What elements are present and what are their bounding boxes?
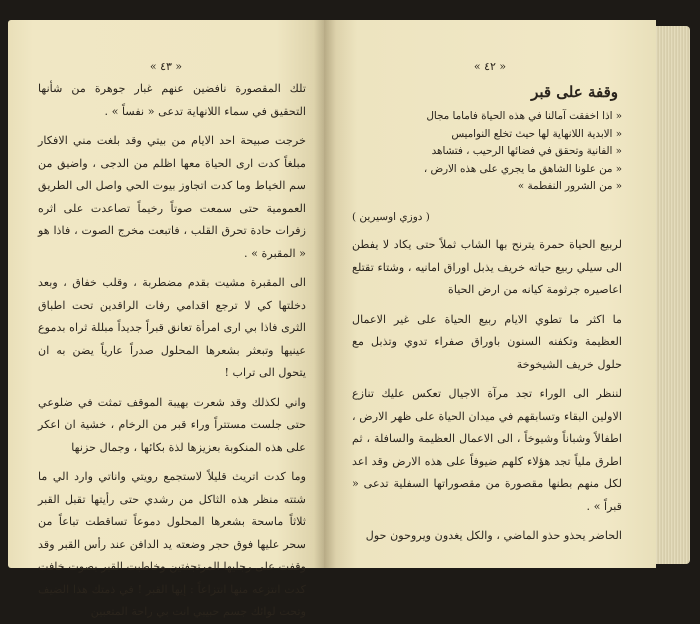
paragraph: لننظر الى الوراء تجد مرآة الاجيال تعكس عليك تنازع الاولين البقاء وتسابقهم في ميدان الحياة على ظهر الارض ، اطفالاً وشباناً وشيوخاً ، الى الاعمال العظيمة والسافلة ، ثم اطرق ملياً تجد هؤلاء كلهم ضيوفاً على هذه الارض وقد اعد لكل منهم بطنها مقصورة من مقصوراتها السفلية تدعى « قبراً » . bbox=[352, 387, 622, 513]
page-edges bbox=[656, 26, 690, 564]
open-book bbox=[8, 20, 694, 618]
paragraph: واني لكذلك وقد شعرت بهيبة الموقف تمثت في ضلوعي حتى جلست مستتراً وراء قبر من الرخام ، خشية ان اعكر على هذه المنكوبة بعزيزها لذة بكائها ، وجمال حزنها bbox=[38, 395, 306, 454]
quote-author: ( دوزي اوسيرين ) bbox=[352, 210, 430, 223]
quote-line: « من الشرور النفطمة » bbox=[517, 180, 622, 192]
left-page-text bbox=[38, 78, 306, 624]
book-gutter bbox=[314, 20, 336, 568]
left-page bbox=[8, 20, 324, 618]
right-page-text bbox=[352, 108, 622, 548]
quote-line: « اذا اخفقت آمالنا في هذه الحياة فاماما مجال bbox=[426, 110, 622, 122]
page-number-right: « ٤٢ » bbox=[473, 60, 507, 73]
epigraph-quote bbox=[352, 108, 622, 196]
paragraph: لربيع الحياة حمرة يترنح بها الشاب ثملاً حتى يكاد لا يفطن الى سيلي ربيع حياته خريف يذبل اوراق امانيه ، وشتاء تقتلع اعاصيره جرثومة كيانه من ارض الحياة bbox=[352, 238, 622, 296]
quote-line: « الفانية وتحقق في فضائها الرحيب ، فتشاهد bbox=[431, 145, 622, 157]
paragraph: خرجت صبيحة احد الايام من بيتي وقد بلغت مني الافكار مبلغاً كدت ارى الحياة معها اظلم من الدجى ، واضيق من سم الخياط وما كدت اتجاوز بيوت الحي واصل الى الطريق العمومية حتى سمعت صوتاً رخيماً تصاعدت على اثره زفرات حادة تحرق القلب ، فاتبعت مخرج الصوت ، فاذا هو « المقبرة » . bbox=[38, 134, 306, 260]
paragraph: الى المقبرة مشيت بقدم مضطربة ، وقلب خفاق ، وبعد دخلتها كي لا ترجع اقدامي رفات الراقدين تحت اطباق الثرى فاذا بي ارى امرأة تعانق قبراً جديداً مبللة ثراه بدموع عينيها وتبعثر بشعرها المحلول صدراً عارياً يضن به ان يتحول الى تراب ! bbox=[38, 276, 306, 379]
paragraph: وما كدت اتريث قليلاً لاستجمع رويتي واناتي وارد الي ما شتته منظر هذه الثاكل من رشدي حتى رأيتها تقبل القبر ثلاثاً ماسحة بشعرها المحلول دموعاً تساقطت تباعاً من سحر عليها فوق حجر وضعته يد الدافن عند رأس القبر وقد وقفت على رجليها المرتجفتين وخاطبت القبر بصوت خافت كدت انتزعه منها انتزاعاً : إيها القبر ! في ذمتك هذا الضيف وتحت لوائك جسم حبيبي انت بي راحة المتعبين bbox=[38, 470, 306, 618]
essay-title: وقفة على قبر bbox=[531, 83, 618, 101]
page-number-left: « ٤٣ » bbox=[149, 60, 183, 73]
paragraph: الحاضر يحذو حذو الماضي ، والكل يغدون ويروحون حول bbox=[365, 529, 622, 542]
quote-line: « من علونا الشاهق ما يجري على هذه الارض ، bbox=[423, 162, 622, 175]
paragraph: ما اكثر ما تطوي الايام ربيع الحياة على غير الاعمال العظيمة وتكفنه السنون باوراق صفراء تدوي وتذبل مع حلول خريف الشيخوخة bbox=[352, 312, 622, 371]
quote-line: « الابدية اللانهاية لها حيث تخلع النواميس bbox=[451, 127, 622, 140]
right-page bbox=[324, 20, 656, 568]
paragraph: تلك المقصورة نافضين عنهم غبار جوهرة من شأنها التحقيق في سماء اللانهاية تدعى « نفساً » . bbox=[38, 82, 306, 118]
